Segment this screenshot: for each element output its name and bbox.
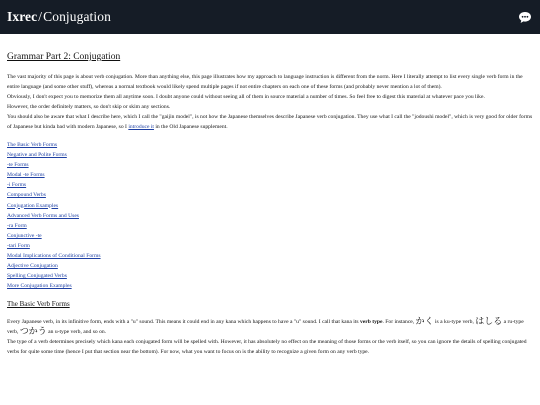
page-title: Grammar Part 2: Conjugation bbox=[7, 52, 121, 62]
toc-link-adjective-conjugation[interactable]: Adjective Conjugation bbox=[7, 263, 58, 270]
brand-name: Ixrec bbox=[7, 9, 38, 24]
toc-item bbox=[7, 150, 533, 160]
toc-link-tari-form[interactable]: -tari Form bbox=[7, 242, 30, 249]
toc-link-basic-verb-forms[interactable]: The Basic Verb Forms bbox=[7, 142, 58, 148]
intro-text: You should also be aware that what I describe here, which I call the "gaijin model", is not how the Japanese themselves describe Japanese verb conjugation. They use what I call the "jodoushi model", which is very good for older forms of Japanese but kinda bad with modern Japanese, so I bbox=[7, 114, 533, 130]
section-text: . For instance, bbox=[382, 319, 416, 326]
toc-item bbox=[7, 190, 533, 200]
toc-link-compound-verbs[interactable]: Compound Verbs bbox=[7, 192, 46, 199]
toc-item bbox=[7, 221, 533, 231]
section-text: is a ku-type verb, bbox=[433, 319, 476, 326]
toc-item bbox=[7, 140, 533, 150]
site-title[interactable] bbox=[7, 9, 111, 25]
intro-paragraph-3: However, the order definitely matters, so don't skip or skim any sections. bbox=[7, 104, 171, 110]
section-heading: The Basic Verb Forms bbox=[7, 300, 70, 309]
example-tsukau: つかう bbox=[19, 327, 47, 338]
toc-item bbox=[7, 231, 533, 241]
toc-item bbox=[7, 201, 533, 211]
chat-bubble-icon[interactable] bbox=[517, 9, 533, 25]
toc-link-te-forms[interactable]: -te Forms bbox=[7, 162, 29, 169]
toc-link-conjunctive-te[interactable]: Conjunctive -te bbox=[7, 232, 42, 239]
example-kaku: かく bbox=[415, 317, 434, 328]
section-text: Every Japanese verb, in its infinitive form, ends with a "u" sound. This means it could end in any kana which happens to have a "u" sound. I call that kana its bbox=[7, 319, 360, 326]
example-hashiru: はしる bbox=[475, 317, 503, 328]
toc-item bbox=[7, 281, 533, 291]
section-text: a ru-type verb, bbox=[7, 319, 524, 336]
toc-link-spelling-conjugated-verbs[interactable]: Spelling Conjugated Verbs bbox=[7, 273, 67, 280]
section-text: an u-type verb, and so on. bbox=[46, 329, 107, 336]
section-paragraph-2: The type of a verb determines precisely which kana each conjugated form will be spelled with. However, it has absolutely no effect on the meaning of those forms or the verb itself, so you can ignore the details of spelling conjugated verbs for quite some time (hence I put that section near the bottom). For now, what you want to focus on is the ability to recognize a given form on any verb type. bbox=[7, 339, 527, 356]
section-paragraph-1 bbox=[7, 317, 533, 337]
toc-link-more-examples[interactable]: More Conjugation Examples bbox=[7, 283, 72, 290]
intro-paragraph-1: The vast majority of this page is about verb conjugation. More than anything else, this page illustrates how my approach to language instruction is different from the norm. Here I literally attempt to list every single verb form in the entire language (and some other stuff), whereas a normal textbook would likely spend multiple pages if not entire chapters on each one of these forms (and probably never mention a lot of them). bbox=[7, 74, 523, 90]
toc-link-conjugation-examples[interactable]: Conjugation Examples bbox=[7, 202, 59, 209]
intro-paragraph-4 bbox=[7, 112, 533, 132]
toc-link-modal-implications[interactable]: Modal Implications of Conditional Forms bbox=[7, 253, 101, 260]
intro-text-end: in the Old Japanese supplement. bbox=[153, 124, 228, 130]
intro-paragraph-2: Obviously, I don't expect you to memorize them all anytime soon. I doubt anyone could without seeing all of them in source material a number of times. So feel free to digest this material at whatever pace you like. bbox=[7, 94, 485, 100]
main-content bbox=[0, 34, 540, 357]
toc-item bbox=[7, 251, 533, 261]
toc-link-modal-te-forms[interactable]: Modal -te Forms bbox=[7, 172, 45, 179]
top-nav-bar bbox=[0, 0, 540, 34]
toc-item bbox=[7, 160, 533, 170]
toc-link-ra-form[interactable]: -ra Form bbox=[7, 222, 27, 229]
table-of-contents bbox=[7, 140, 533, 291]
verb-type-term: verb type bbox=[359, 319, 383, 326]
toc-link-i-forms[interactable]: -i Forms bbox=[7, 182, 27, 189]
toc-link-advanced-verb-forms[interactable]: Advanced Verb Forms and Uses bbox=[7, 212, 79, 219]
toc-link-negative-polite[interactable]: Negative and Polite Forms bbox=[7, 152, 67, 159]
introduce-it-link[interactable]: introduce it bbox=[128, 124, 154, 130]
toc-item bbox=[7, 261, 533, 271]
toc-item bbox=[7, 211, 533, 221]
brand-separator: / bbox=[38, 9, 43, 24]
brand-page-name: Conjugation bbox=[43, 9, 111, 24]
toc-item bbox=[7, 241, 533, 251]
toc-item bbox=[7, 170, 533, 180]
toc-item bbox=[7, 180, 533, 190]
toc-item bbox=[7, 271, 533, 281]
